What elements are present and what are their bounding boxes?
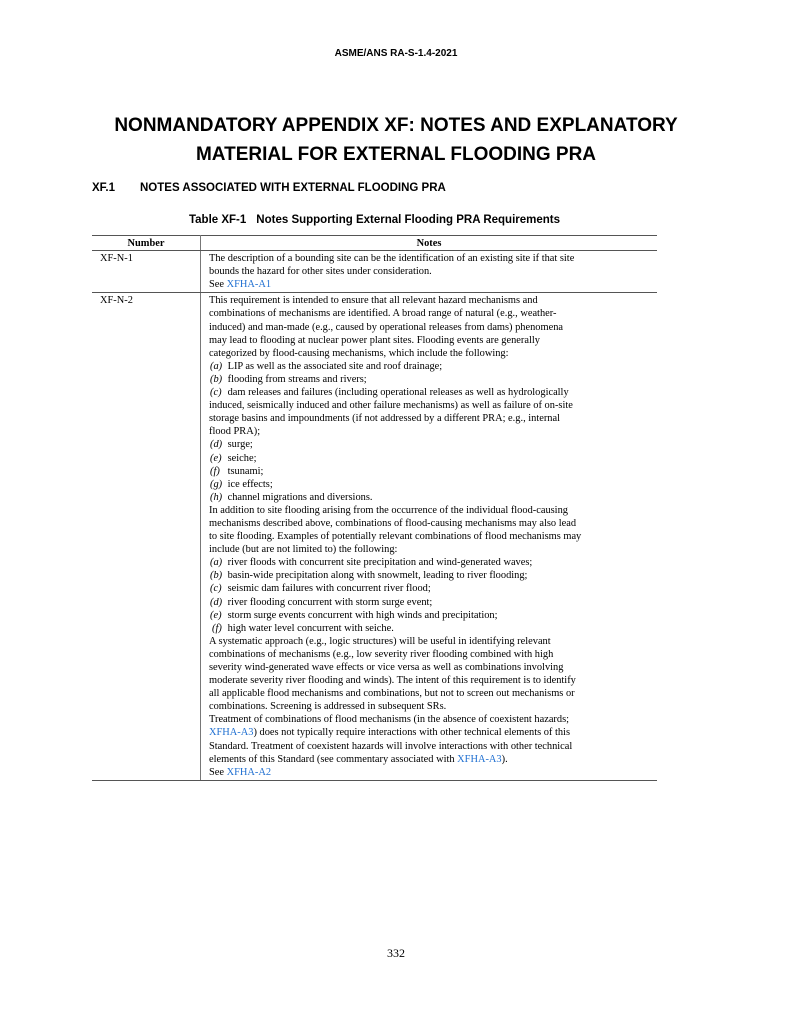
- see-label: See: [209, 279, 225, 291]
- note-number: XF-N-1: [92, 251, 201, 293]
- list-item: [209, 609, 651, 622]
- note-line: induced, seismically induced and other failure mechanisms) as well as failure of on-site: [209, 400, 573, 412]
- note-number: XF-N-2: [92, 293, 201, 780]
- item-label: (g): [210, 478, 223, 490]
- list-item: [209, 386, 651, 399]
- item-label: (b): [210, 570, 223, 582]
- list-item: [209, 438, 651, 451]
- item-text: surge;: [227, 439, 253, 451]
- table-header-row: [92, 236, 657, 251]
- page-number: 332: [387, 946, 405, 960]
- table-caption-label: Table XF-1: [188, 214, 247, 226]
- list-item: [209, 465, 651, 478]
- note-text: [201, 251, 658, 293]
- column-header-number: Number: [92, 236, 201, 251]
- see-reference: [209, 278, 651, 291]
- item-label: (b): [210, 373, 223, 385]
- item-text: flooding from streams and rivers;: [227, 373, 367, 385]
- table-row: [92, 251, 657, 293]
- table-caption: [92, 214, 657, 226]
- list-item: [209, 478, 651, 491]
- appendix-title-line-1: NONMANDATORY APPENDIX XF: NOTES AND EXPLANATORY: [114, 115, 678, 136]
- column-header-notes: Notes: [201, 236, 658, 251]
- item-text: river floods with concurrent site precipitation and wind-generated waves;: [227, 557, 533, 569]
- note-line: storage basins and impoundments (if not addressed by a different PRA; e.g., internal: [209, 413, 560, 425]
- note-line: categorized by flood-causing mechanisms, which include the following:: [209, 347, 509, 359]
- item-label: (d): [210, 439, 223, 451]
- list-item: [209, 596, 651, 609]
- list-item: [209, 582, 651, 595]
- note-line: moderate severity river flooding and winds). The intent of this requirement is to identify: [209, 675, 576, 687]
- section-heading: [92, 182, 446, 194]
- xfha-a3-link[interactable]: XFHA-A3: [457, 753, 502, 765]
- xfha-a1-link[interactable]: XFHA-A1: [226, 279, 272, 291]
- xfha-a2-link[interactable]: XFHA-A2: [226, 766, 272, 778]
- note-line: [209, 753, 651, 766]
- note-line-text: elements of this Standard (see commentary associated with: [209, 753, 455, 765]
- table-caption-title: Notes Supporting External Flooding PRA Requirements: [256, 214, 561, 226]
- note-line: The description of a bounding site can be the identification of an existing site if that site: [209, 253, 575, 265]
- note-line: In addition to site flooding arising from the occurrence of the individual flood-causing: [209, 504, 568, 516]
- note-line: induced) and man-made (e.g., caused by operational releases from dams) phenomena: [209, 321, 564, 333]
- item-label: (e): [210, 452, 222, 464]
- item-text: tsunami;: [227, 465, 264, 477]
- item-text: seismic dam failures with concurrent river flood;: [227, 583, 431, 595]
- note-line: Standard. Treatment of coexistent hazards will involve interactions with other technical: [209, 740, 573, 752]
- table-row: [92, 293, 657, 780]
- item-label: (f): [212, 622, 222, 634]
- note-line: combinations of mechanisms (e.g., low severity river flooding combined with high: [209, 648, 554, 660]
- note-line: severity wind-generated wave effects or vice versa as well as combinations involving: [209, 662, 564, 673]
- section-title: NOTES ASSOCIATED WITH EXTERNAL FLOODING PRA: [140, 182, 446, 194]
- list-item: [209, 373, 651, 386]
- note-text: [201, 293, 658, 780]
- item-text: channel migrations and diversions.: [227, 491, 373, 503]
- note-line: combinations of mechanisms are identified. A broad range of natural (e.g., weather-: [209, 308, 557, 320]
- notes-table: [92, 235, 657, 781]
- item-text: high water level concurrent with seiche.: [227, 622, 394, 634]
- note-line: Treatment of combinations of flood mechanisms (in the absence of coexistent hazards;: [209, 714, 570, 726]
- see-reference: [209, 766, 651, 779]
- list-item: [209, 452, 651, 465]
- note-line: may lead to flooding at nuclear power plant sites. Flooding events are generally: [209, 334, 540, 346]
- note-line: A systematic approach (e.g., logic structures) will be useful in identifying relevant: [209, 635, 551, 647]
- note-line: to site flooding. Examples of potentially relevant combinations of flood mechanisms may: [209, 531, 582, 543]
- note-line: all applicable flood mechanisms and combinations, but not to screen out mechanisms or: [209, 688, 575, 700]
- item-label: (d): [210, 596, 223, 608]
- note-line-text: ) does not typically require interactions with other technical elements of this: [253, 727, 570, 739]
- item-label: (h): [210, 491, 223, 503]
- list-item: [209, 569, 651, 582]
- note-line: flood PRA);: [209, 426, 261, 438]
- list-item: [209, 556, 651, 569]
- item-label: (c): [210, 387, 222, 399]
- running-header: ASME/ANS RA-S-1.4-2021: [334, 48, 458, 59]
- note-line: include (but are not limited to) the following:: [209, 544, 398, 556]
- appendix-title-line-2: MATERIAL FOR EXTERNAL FLOODING PRA: [195, 144, 597, 165]
- section-number: XF.1: [92, 182, 116, 194]
- item-text: dam releases and failures (including operational releases as well as hydrologically: [227, 387, 569, 399]
- note-line-text: ).: [501, 753, 508, 765]
- see-label: See: [209, 766, 225, 778]
- appendix-title: [80, 111, 712, 169]
- list-item: [209, 360, 651, 373]
- note-line: bounds the hazard for other sites under consideration.: [209, 266, 432, 278]
- item-label: (a): [210, 360, 223, 372]
- item-label: (c): [210, 583, 222, 595]
- item-text: storm surge events concurrent with high winds and precipitation;: [227, 609, 498, 621]
- item-text: ice effects;: [227, 478, 273, 490]
- item-label: (f): [210, 465, 220, 477]
- list-item: [209, 491, 651, 504]
- item-text: basin-wide precipitation along with snowmelt, leading to river flooding;: [227, 570, 528, 582]
- note-line: [209, 726, 651, 739]
- note-line: This requirement is intended to ensure that all relevant hazard mechanisms and: [209, 295, 538, 307]
- item-text: seiche;: [227, 452, 257, 464]
- item-label: (e): [210, 609, 222, 621]
- item-text: LIP as well as the associated site and roof drainage;: [227, 360, 443, 372]
- xfha-a3-link[interactable]: XFHA-A3: [209, 727, 254, 739]
- note-line: mechanisms described above, combinations of flood-causing mechanisms may also lead: [209, 517, 577, 529]
- item-text: river flooding concurrent with storm surge event;: [227, 596, 433, 608]
- list-item: [209, 622, 651, 635]
- item-label: (a): [210, 557, 223, 569]
- note-line: combinations. Screening is addressed in subsequent SRs.: [209, 701, 447, 713]
